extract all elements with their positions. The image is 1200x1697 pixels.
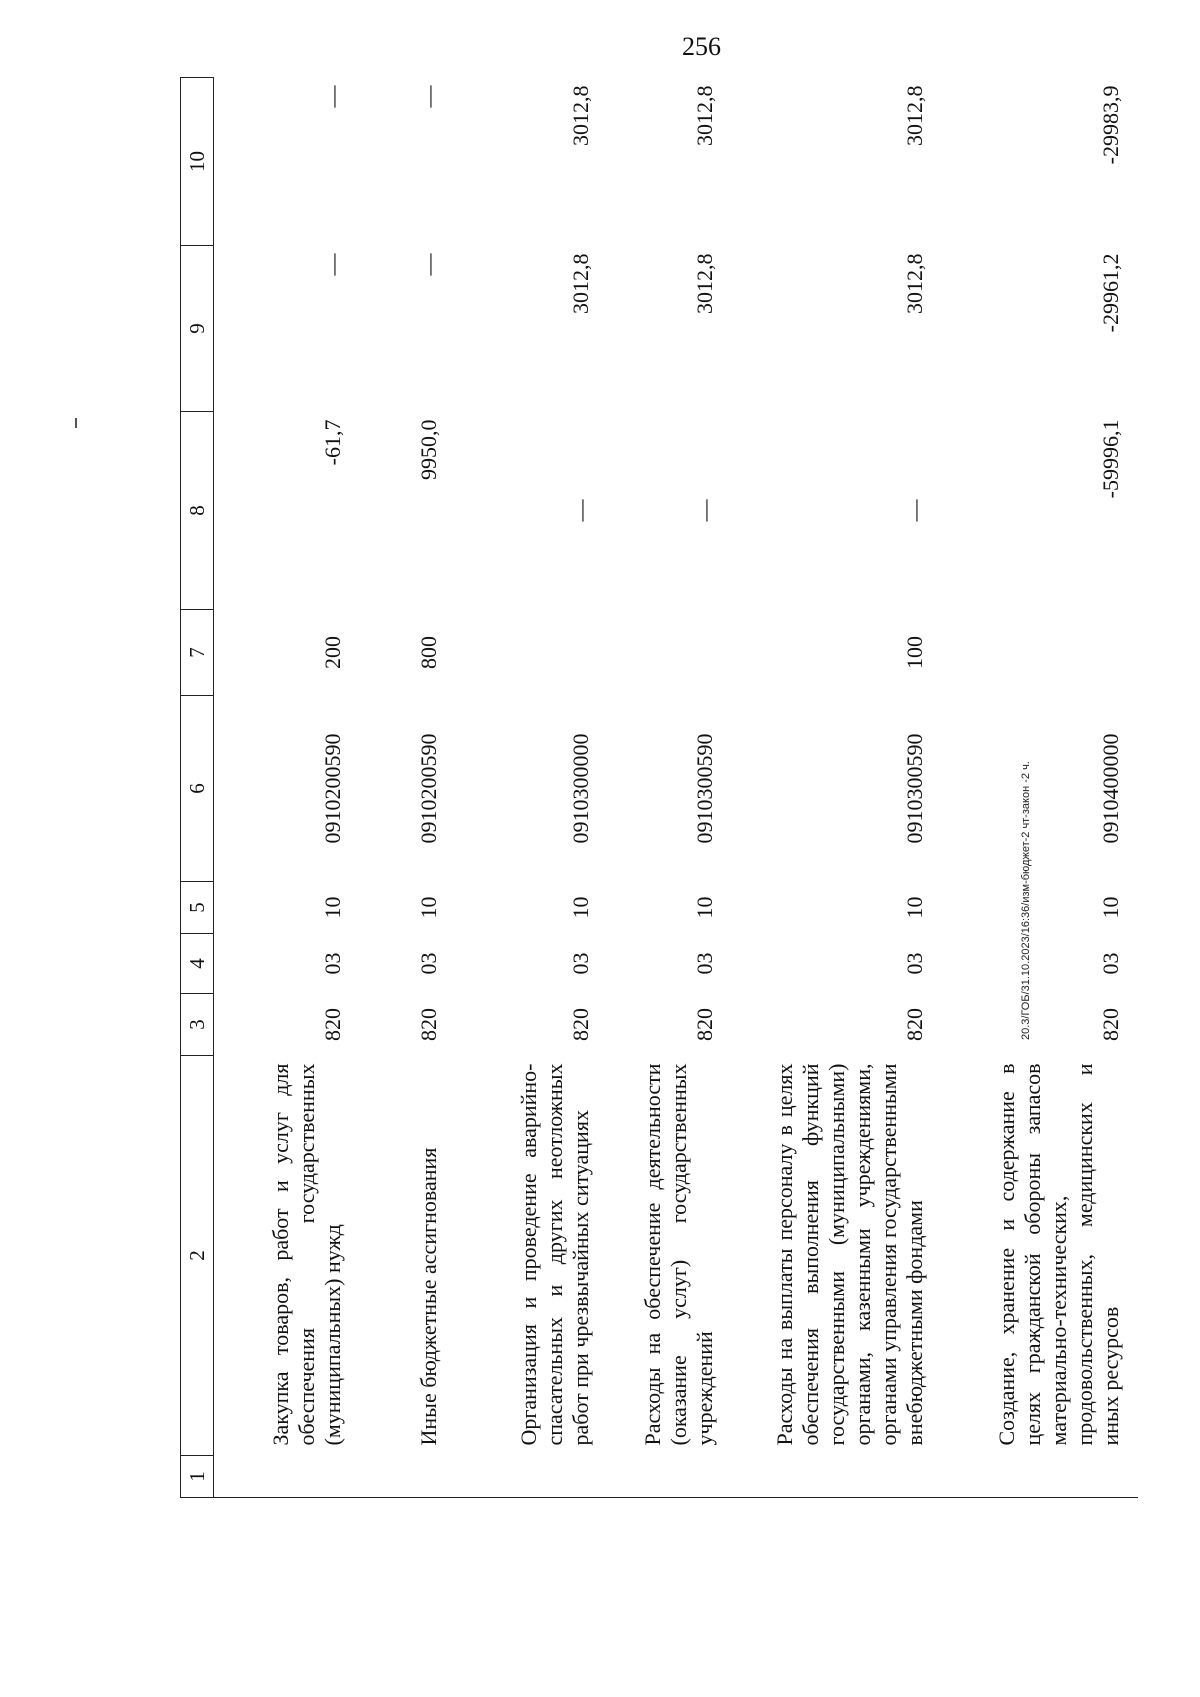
amount-col-10: -29983,9 [1097, 85, 1123, 165]
amount-col-10: 3012,8 [691, 85, 717, 146]
amount-col-9: 3012,8 [567, 253, 593, 314]
amount-col-9: -29961,2 [1097, 253, 1123, 333]
table-row [942, 78, 1138, 1498]
budget-table-rotated [180, 78, 1140, 1498]
ministry-code: 820 [567, 1008, 593, 1041]
row-number [732, 1456, 942, 1498]
table-row [456, 78, 608, 1498]
table-row [732, 78, 942, 1498]
row-number [456, 1456, 608, 1498]
expense-name: Создание, хранение и содержание в целях гражданской обороны запасов материально-технических, продовольственных, медицинских и иных ресурсов [993, 1063, 1123, 1446]
subsection-code: 10 [691, 896, 717, 919]
expense-type-code: 200 [319, 636, 345, 669]
budget-table [180, 77, 1138, 1498]
document-footer-code: 20.3/ГОБ/31.10.2023/16:36/изм-бюджет-2 чт-закон -2 ч. [1020, 761, 1032, 1040]
section-code: 03 [1097, 952, 1123, 975]
amount-col-8: — [901, 499, 927, 522]
section-code: 03 [691, 952, 717, 975]
amount-col-9: 3012,8 [901, 253, 927, 314]
col-header-10: 10 [181, 78, 214, 246]
section-code: 03 [901, 952, 927, 975]
ministry-code: 820 [319, 1008, 345, 1041]
col-header-4: 4 [181, 934, 214, 994]
amount-col-9: — [415, 253, 441, 276]
col-header-8: 8 [181, 412, 214, 610]
table-row [214, 78, 360, 1498]
ministry-code: 820 [901, 1008, 927, 1041]
amount-col-8: 9950,0 [415, 419, 441, 480]
col-header-7: 7 [181, 610, 214, 696]
ministry-code: 820 [415, 1008, 441, 1041]
amount-col-8: — [691, 499, 717, 522]
amount-col-8: — [567, 499, 593, 522]
row-number [360, 1456, 456, 1498]
expense-type-code [456, 610, 608, 696]
amount-col-8: -59996,1 [1097, 419, 1123, 499]
section-code: 03 [567, 952, 593, 975]
subsection-code: 10 [1097, 896, 1123, 919]
amount-col-8: -61,7 [319, 419, 345, 466]
amount-col-10: 3012,8 [567, 85, 593, 146]
section-code: 03 [415, 952, 441, 975]
expense-type-code: 800 [415, 636, 441, 669]
table-row [608, 78, 732, 1498]
amount-col-9: — [319, 253, 345, 276]
expense-name: Закупка товаров, работ и услуг для обеспечения государственных (муниципальных) нужд [267, 1063, 345, 1446]
target-article-code: 0910300590 [691, 733, 717, 844]
page-number: 256 [682, 32, 721, 61]
expense-type-code: 100 [901, 636, 927, 669]
col-header-6: 6 [181, 696, 214, 882]
row-number [942, 1456, 1138, 1498]
expense-name: Организация и проведение аварийно-спасательных и других неотложных работ при чрезвычайных ситуациях [515, 1063, 593, 1446]
target-article-code: 0910300590 [901, 733, 927, 844]
amount-col-10: — [415, 85, 441, 108]
subsection-code: 10 [567, 896, 593, 919]
scan-artifact [75, 418, 77, 428]
expense-name: Иные бюджетные ассигнования [415, 1147, 441, 1446]
amount-col-10: 3012,8 [901, 85, 927, 146]
expense-type-code [942, 610, 1138, 696]
amount-col-10: — [319, 85, 345, 108]
col-header-2: 2 [181, 1056, 214, 1456]
col-header-1: 1 [181, 1456, 214, 1498]
amount-col-9: 3012,8 [691, 253, 717, 314]
ministry-code: 820 [1097, 1008, 1123, 1041]
section-code: 03 [319, 952, 345, 975]
target-article-code: 0910200590 [319, 733, 345, 844]
expense-name: Расходы на выплаты персоналу в целях обеспечения выполнения функций государственными (муниципальными) органами, казенными учреждениями, органами управления государственными внебюджетными фондами [771, 1063, 927, 1446]
subsection-code: 10 [415, 896, 441, 919]
ministry-code: 820 [691, 1008, 717, 1041]
table-row [360, 78, 456, 1498]
row-number [214, 1456, 360, 1498]
row-number [608, 1456, 732, 1498]
subsection-code: 10 [901, 896, 927, 919]
target-article-code: 0910200590 [415, 733, 441, 844]
expense-name: Расходы на обеспечение деятельности (оказание услуг) государственных учреждений [639, 1063, 717, 1446]
target-article-code: 0910400000 [1097, 733, 1123, 844]
target-article-code: 0910300000 [567, 733, 593, 844]
col-header-9: 9 [181, 246, 214, 412]
col-header-5: 5 [181, 882, 214, 934]
col-header-3: 3 [181, 994, 214, 1056]
expense-type-code [608, 610, 732, 696]
table-header-row [181, 78, 214, 1498]
subsection-code: 10 [319, 896, 345, 919]
